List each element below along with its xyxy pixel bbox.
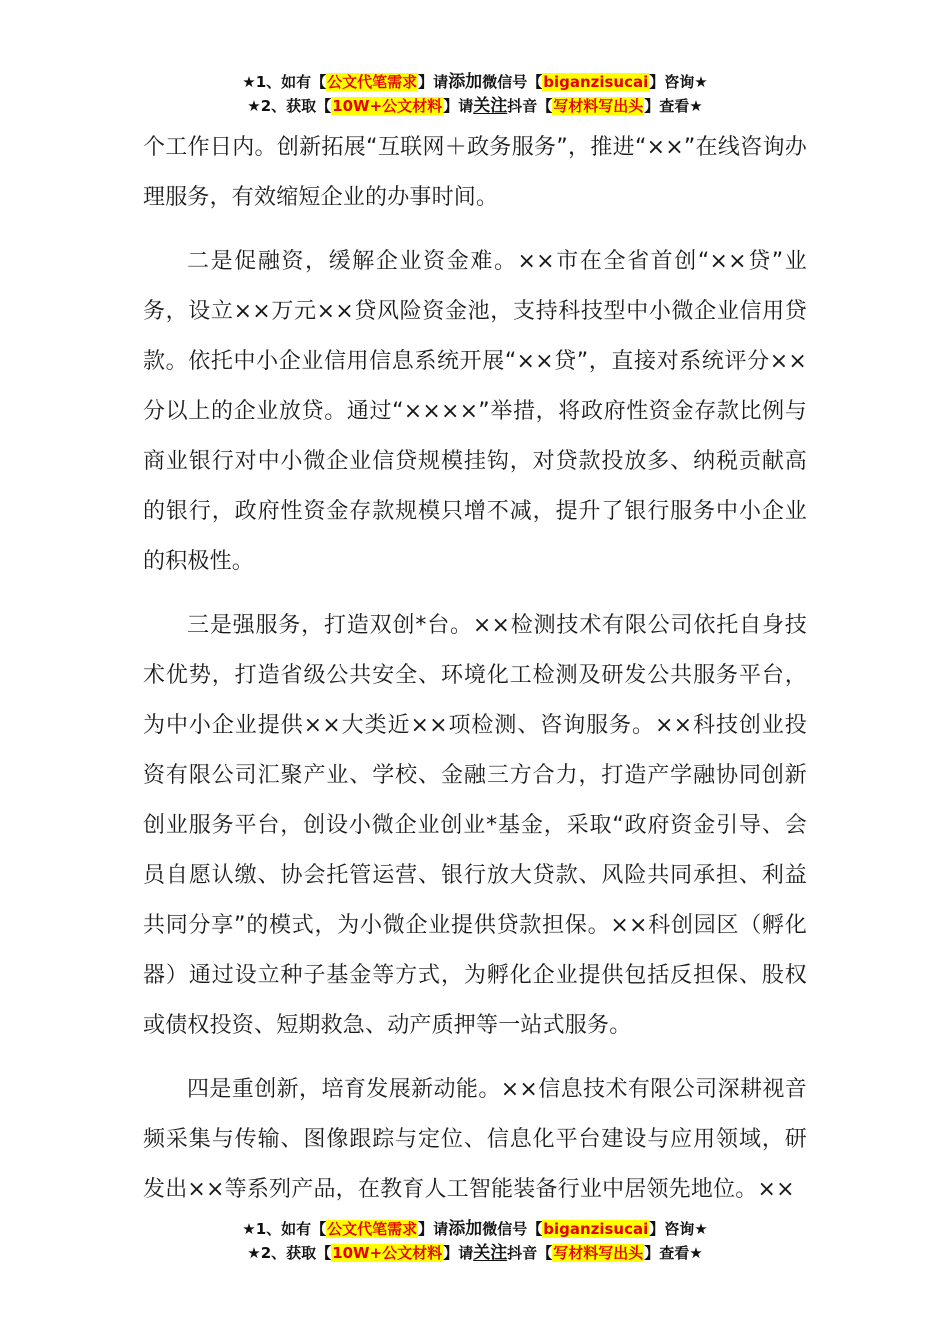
star-icon: ★ [694,1220,708,1238]
banner-line-1: ★1、如有【公文代笔需求】请添加微信号【biganzisucai】咨询★ [242,1219,708,1239]
header-banner [0,70,950,118]
highlight-service: 公文代笔需求 [327,73,418,91]
star-icon: ★ [242,1220,256,1238]
paragraph-innovation: 四是重创新，培育发展新动能。××信息技术有限公司深耕视音频采集与传输、图像跟踪与定位、信息化平台建设与应用领域，研发出××等系列产品，在教育人工智能装备行业中居领先地位。×× [143,1077,807,1202]
star-icon: ★ [689,1244,703,1262]
highlight-materials: 10W+公文材料 [332,97,443,115]
star-icon: ★ [247,1244,261,1262]
highlight-douyin-account: 写材料写出头 [553,1244,644,1262]
paragraph-financing: 二是促融资，缓解企业资金难。××市在全省首创“××贷”业务，设立××万元××贷风险资金池，支持科技型中小微企业信用贷款。依托中小企业信用信息系统开展“××贷”，直接对系统评分××分以上的企业放贷。通过“××××”举措，将政府性资金存款比例与商业银行对中小微企业信贷规模挂钩，对贷款投放多、纳税贡献高的银行，政府性资金存款规模只增不减，提升了银行服务中小企业的积极性。 [143,249,807,574]
star-icon: ★ [247,97,261,115]
highlight-douyin-account: 写材料写出头 [553,97,644,115]
banner-line-1: ★1、如有【公文代笔需求】请添加微信号【biganzisucai】咨询★ [242,72,708,92]
banner-line-2: ★2、获取【10W+公文材料】请关注抖音【写材料写出头】查看★ [247,1243,703,1263]
banner-line-2: ★2、获取【10W+公文材料】请关注抖音【写材料写出头】查看★ [247,96,703,116]
footer-banner [0,1217,950,1265]
paragraph-continuation: 个工作日内。创新拓展“互联网＋政务服务”，推进“××”在线咨询办理服务，有效缩短企业的办事时间。 [143,135,807,210]
highlight-service: 公文代笔需求 [327,1220,418,1238]
star-icon: ★ [242,73,256,91]
star-icon: ★ [694,73,708,91]
highlight-wechat-id: biganzisucai [543,73,649,91]
star-icon: ★ [689,97,703,115]
paragraph-services: 三是强服务，打造双创*台。××检测技术有限公司依托自身技术优势，打造省级公共安全、环境化工检测及研发公共服务平台，为中小企业提供××大类近××项检测、咨询服务。××科技创业投资有限公司汇聚产业、学校、金融三方合力，打造产学融协同创新创业服务平台，创设小微企业创业*基金，采取“政府资金引导、会员自愿认缴、协会托管运营、银行放大贷款、风险共同承担、利益共同分享”的模式，为小微企业提供贷款担保。××科创园区（孵化器）通过设立种子基金等方式，为孵化企业提供包括反担保、股权或债权投资、短期救急、动产质押等一站式服务。 [143,613,807,1038]
highlight-wechat-id: biganzisucai [543,1220,649,1238]
document-body [143,123,807,1215]
highlight-materials: 10W+公文材料 [332,1244,443,1262]
